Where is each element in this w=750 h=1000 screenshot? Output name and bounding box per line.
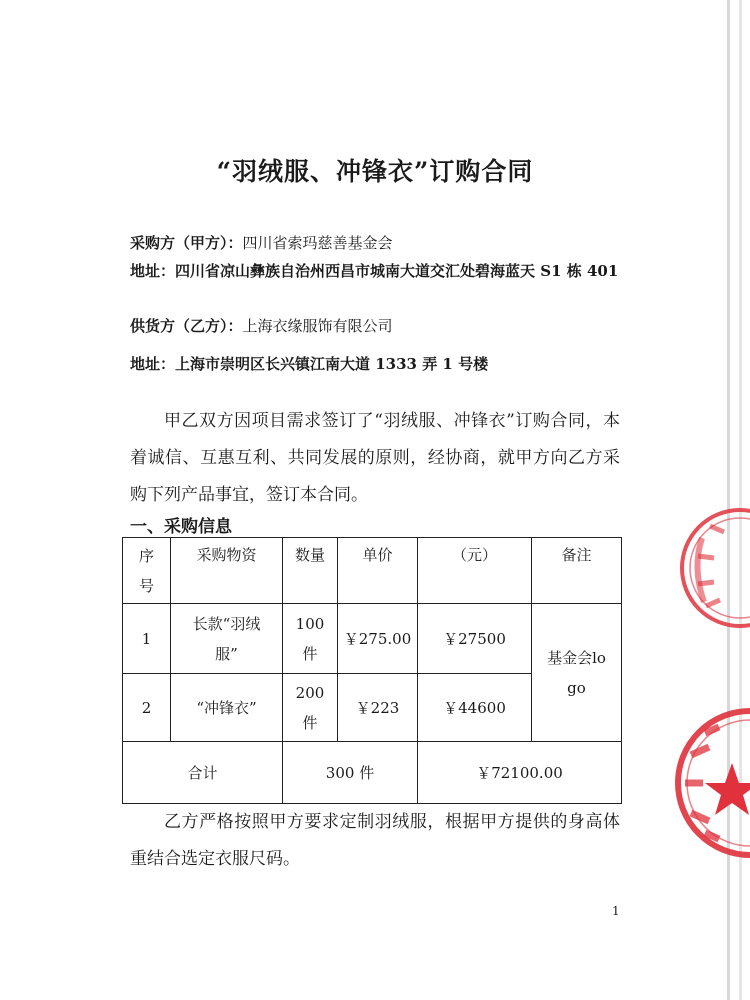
buyer-name: 四川省索玛慈善基金会	[242, 234, 393, 252]
supplier-label: 供货方（乙方）：	[130, 317, 243, 335]
company-seal-partial	[640, 498, 750, 638]
row-no: 1	[123, 604, 171, 674]
buyer-address-line	[130, 260, 618, 281]
buyer-line	[130, 232, 393, 253]
row-total: ￥27500	[418, 604, 532, 674]
page-title: “羽绒服、冲锋衣”订购合同	[216, 157, 534, 186]
buyer-label: 采购方（甲方）：	[130, 234, 243, 252]
header-cell-remark: 备注	[532, 538, 622, 604]
supplier-address-value: 上海市崇明区长兴镇江南大道 1333 弄 1 号楼	[175, 355, 489, 373]
row-price: ￥275.00	[338, 604, 418, 674]
section-heading: 一、采购信息	[130, 517, 232, 537]
supplier-address-label: 地址：	[130, 355, 176, 373]
header-cell-no: 序号	[123, 538, 171, 604]
buyer-address-value: 四川省凉山彝族自治州西昌市城南大道交汇处碧海蓝天 S1 栋 401	[175, 262, 619, 280]
header-cell-price: 单价	[338, 538, 418, 604]
row-no: 2	[123, 674, 171, 742]
supplier-name: 上海衣缘服饰有限公司	[242, 317, 393, 335]
row-total: ￥44600	[418, 674, 532, 742]
closing-paragraph: 乙方严格按照甲方要求定制羽绒服，根据甲方提供的身高体重结合选定衣服尺码。	[130, 812, 620, 869]
row-price: ￥223	[338, 674, 418, 742]
table-row	[123, 604, 622, 674]
purchase-table	[122, 537, 622, 804]
sum-label: 合计	[123, 742, 283, 804]
row-item: “冲锋衣”	[171, 674, 283, 742]
supplier-line	[130, 315, 393, 336]
foundation-seal-partial	[645, 703, 750, 863]
row-qty: 100件	[283, 604, 338, 674]
page-number: 1	[612, 904, 620, 918]
buyer-address-label: 地址：	[130, 262, 176, 280]
remark-cell: 基金会logo	[532, 604, 622, 742]
table-sum-row	[123, 742, 622, 804]
header-cell-item: 采购物资	[171, 538, 283, 604]
intro-paragraph: 甲乙双方因项目需求签订了“羽绒服、冲锋衣”订购合同，本着诚信、互惠互利、共同发展的原则，经协商，就甲方向乙方采购下列产品事宜，签订本合同。	[130, 411, 620, 505]
sum-total: ￥72100.00	[418, 742, 622, 804]
table-header-row	[123, 538, 622, 604]
supplier-address-line	[130, 353, 488, 374]
header-cell-total: （元）	[418, 538, 532, 604]
header-cell-qty: 数量	[283, 538, 338, 604]
row-qty: 200件	[283, 674, 338, 742]
row-item: 长款“羽绒服”	[171, 604, 283, 674]
sum-qty: 300 件	[283, 742, 418, 804]
